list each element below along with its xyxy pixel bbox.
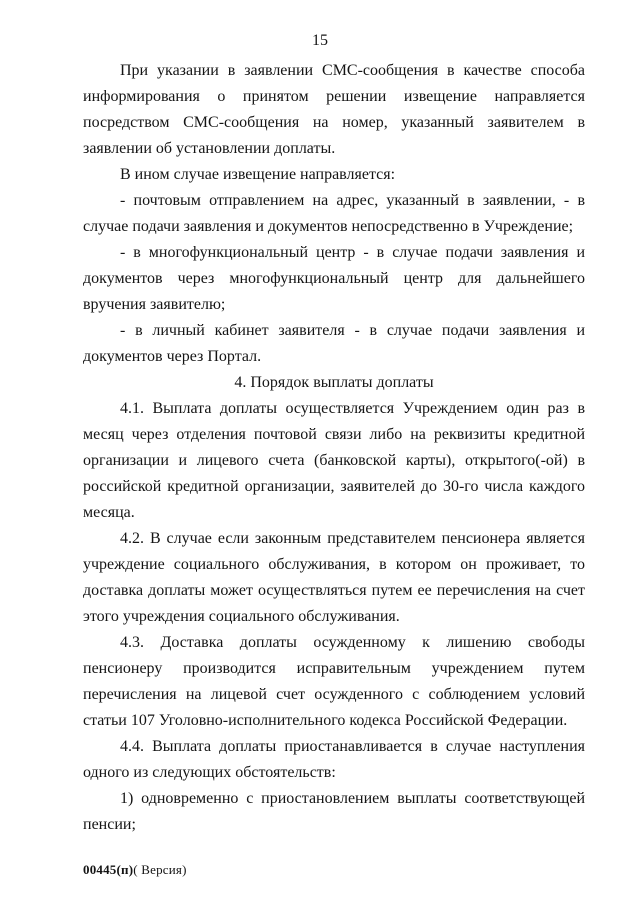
paragraph: При указании в заявлении СМС-сообщения в качестве способа информирования о принятом решении извещение направляется посредством СМС-сообщения на номер, указанный заявителем в заявлении об установлении доплаты. (83, 62, 585, 157)
paragraph: - в личный кабинет заявителя - в случае подачи заявления и документов через Портал. (83, 322, 585, 365)
paragraph: 4.4. Выплата доплаты приостанавливается в случае наступления одного из следующих обстоятельств: (83, 738, 585, 781)
page-number: 15 (312, 32, 328, 49)
paragraph: 1) одновременно с приостановлением выплаты соответствующей пенсии; (83, 790, 585, 833)
section-heading: 4. Порядок выплаты доплаты (234, 374, 434, 391)
paragraph: - в многофункциональный центр - в случае подачи заявления и документов через многофункциональный центр для дальнейшего вручения заявителю; (83, 244, 585, 313)
paragraph: 4.2. В случае если законным представителем пенсионера является учреждение социального обслуживания, в котором он проживает, то доставка доплаты может осуществляться путем ее перечисления на счет этого учреждения социального обслуживания. (83, 530, 585, 625)
document-footer (83, 862, 187, 878)
paragraph: 4.3. Доставка доплаты осужденному к лишению свободы пенсионеру производится исправительным учреждением путем перечисления на лицевой счет осужденного с соблюдением условий статьи 107 Уголовно-исполнительного кодекса Российской Федерации. (83, 634, 585, 729)
paragraph: В ином случае извещение направляется: (120, 166, 396, 183)
document-body (83, 58, 585, 838)
paragraph: - почтовым отправлением на адрес, указанный в заявлении, - в случае подачи заявления и документов непосредственно в Учреждение; (83, 192, 585, 235)
document-code: 00445(п) (83, 862, 134, 877)
document-version: ( Версия) (133, 862, 187, 877)
paragraph: 4.1. Выплата доплаты осуществляется Учреждением один раз в месяц через отделения почтовой связи либо на реквизиты кредитной организации и лицевого счета (банковской карты), открытого(-ой) в российской кредитной организации, заявителей до 30-го числа каждого месяца. (83, 400, 585, 521)
